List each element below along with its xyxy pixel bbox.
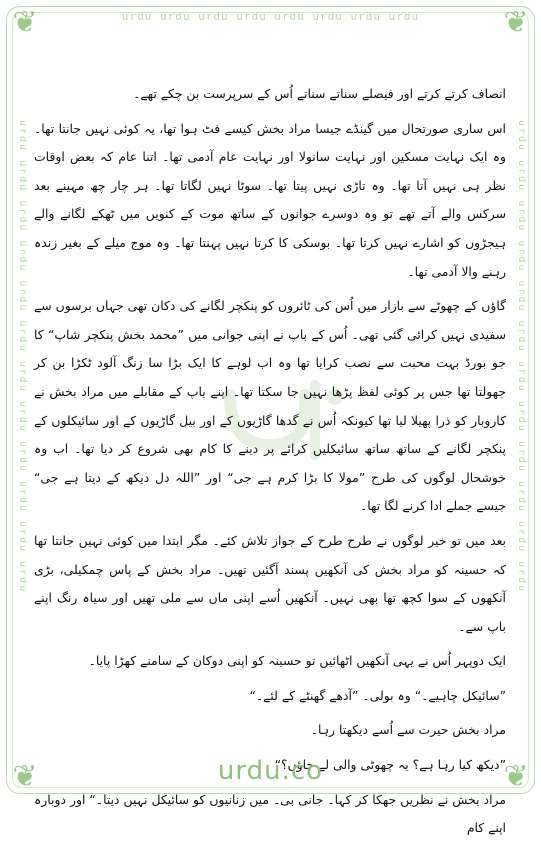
side-watermark-left: urdu urdu urdu urdu urdu urdu urdu urdu urdu urdu urdu urdu (17, 120, 28, 594)
paragraph: مراد بخش حیرت سے اُسے دیکھتا رہا۔ (310, 722, 506, 738)
site-footer: urdu.co (217, 756, 324, 786)
paragraph: ایک دوپہر اُس نے یہی آنکھیں اٹھائیں تو حسینہ کو اپنی دوکان کے سامنے کھڑا پایا۔ (88, 653, 506, 669)
paragraph: بعد میں تو خیر لوگوں نے طرح طرح کے جواز تلاش کئے۔ مگر ابتدا میں کوئی نہیں جانتا تھا کہ حسینہ کو مراد بخش کی آنکھیں پسند آگئیں تھیں۔ مراد بخش کے پاس چمکیلی، بڑی آنکھوں کے سوا کچھ تھا بھی نہیں۔ آنکھیں اُسے اپنی ماں سے ملی تھیں اور سیاہ رنگ اپنے باپ سے۔ (34, 532, 506, 634)
paragraph: ”سائیکل چاہیے۔“ وہ بولی۔ ”آدھے گھنٹے کے لئے۔“ (249, 687, 506, 703)
paragraph: گاؤں کے چھوٹے سے بازار میں اُس کی ٹائروں کو پنکچر لگانے کی دکان تھی جہاں برسوں سے سفیدی نہیں کرائی گئی تھی۔ اُس کے باپ نے اپنی جوانی میں ”محمد بخش پنکچر شاپ“ کا جو بورڈ بہت محبت سے نصب کرایا تھا وہ اب لوہے کا ایک بڑا سا زنگ آلود ٹکڑا بن کر جھولتا تھا جس پر کوئی لفظ پڑھا نہیں جا سکتا تھا۔ اپنے باپ کے مقابلے میں مراد بخش نے کاروبار کو ذرا پھیلا لیا تھا کیونکہ اُس نے گدھا گاڑیوں کے اور بیل گاڑیوں کے اور سائیکلوں کے پنکچر لگانے کے ساتھ ساتھ سائیکلیں کرائے پر دینے کا کام بھی شروع کر دیا تھا۔ اب وہ خوشحال لوگوں کی طرح ”مولا کا بڑا کرم ہے جی“ اور ”اللہ دل دیکھ کے دیتا ہے جی“ جیسے جملے ادا کرنے لگا تھا۔ (34, 298, 506, 514)
paragraph: مراد بخش نے نظریں جھکا کر کہا۔ جانی بی۔ میں زنانیوں کو سائیکل نہیں دیتا۔“ اور دوبارہ اپنے کام (34, 791, 506, 836)
corner-ornament-icon: ❦ (503, 759, 529, 794)
paragraph: ”دیکھ کیا رہا ہے؟ یہ چھوٹی والی لے جاؤں؟“ (274, 757, 506, 773)
corner-ornament-icon: ❦ (12, 5, 38, 40)
story-text (34, 80, 506, 849)
header-watermark: urdu urdu urdu urdu urdu urdu urdu urdu (121, 10, 420, 23)
paragraph: اس ساری صورتحال میں گینڈے جیسا مراد بخش کیسے فٹ ہوا تھا، یہ کوئی نہیں جانتا تھا۔ وہ ایک نہایت مسکین اور نہایت سانولا اور نہایت عام آدمی تھا۔ اتنا عام کہ بعض اوقات نظر ہی نہیں آتا تھا۔ وہ تاڑی نہیں پیتا تھا۔ سوٹا نہیں لگاتا تھا۔ ہر چار چھ مہینے بعد سرکس والے آتے تھے تو وہ دوسرے جوانوں کے ساتھ موت کے کنویں میں ٹھکے لگانے والے ہیجڑوں کو اشارے نہیں کرتا تھا۔ بوسکی کا کرتا نہیں پہنتا تھا۔ وہ موج میلے کے بغیر زندہ رہنے والا آدمی تھا۔ (34, 120, 506, 279)
side-watermark-right: urdu urdu urdu urdu urdu urdu urdu urdu urdu urdu urdu urdu (516, 120, 527, 594)
corner-ornament-icon: ❦ (503, 5, 529, 40)
paragraph: انصاف کرتے کرتے اور فیصلے سناتے سناتے اُس کے سرپرست بن چکے تھے۔ (133, 86, 506, 101)
corner-ornament-icon: ❦ (12, 759, 38, 794)
